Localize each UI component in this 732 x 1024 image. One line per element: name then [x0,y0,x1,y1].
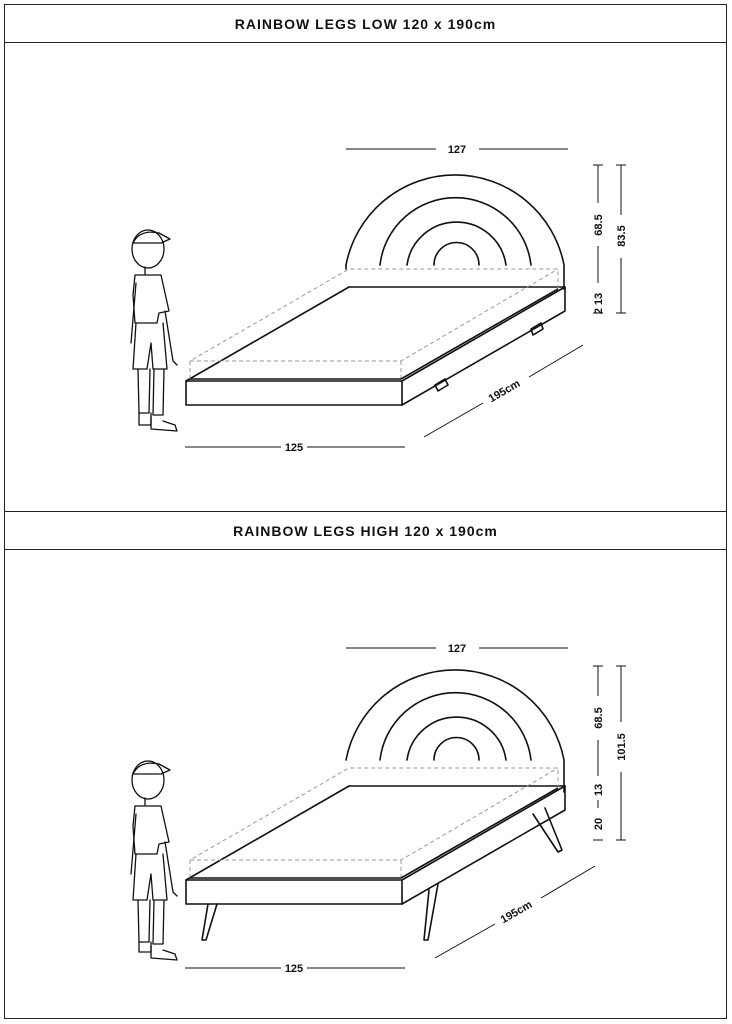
panel-low [4,4,727,512]
dim-length: 195cm [498,898,535,927]
dim-total-height: 83.5 [616,225,628,247]
rainbow-arc-2 [380,198,531,265]
bed-diagram-low [5,43,726,511]
dim-length: 195cm [486,377,523,406]
rainbow-arc-4 [434,738,479,761]
rainbow-arc-3 [407,717,506,760]
bed-frame-front [186,880,402,904]
mattress-outline [190,768,558,878]
dim-width-bottom: 125 [284,442,304,454]
dim-width-top: 127 [447,643,467,655]
child-figure [131,761,177,960]
panel-title: RAINBOW LEGS LOW 120 x 190cm [5,5,726,43]
dim-leg-height: 2 [593,307,605,315]
mattress-outline [190,269,558,379]
dim-frame-height: 13 [593,292,605,306]
dim-width-top: 127 [447,144,467,156]
rainbow-arc-outer [346,175,564,289]
rainbow-arc-4 [434,243,479,266]
dim-headboard-height: 68.5 [593,214,605,236]
leg-front-left [202,904,217,940]
panel-title: RAINBOW LEGS HIGH 120 x 190cm [5,512,726,550]
dim-leg-height: 20 [593,817,605,831]
bed-frame-front [186,381,402,405]
dim-frame-height: 13 [593,783,605,797]
bed-diagram-high [5,550,726,1018]
dim-headboard-height: 68.5 [593,707,605,729]
dim-width-bottom: 125 [284,963,304,975]
leg-front-right [424,884,438,940]
rainbow-arc-3 [407,222,506,265]
rainbow-arc-outer [346,670,564,792]
panel-high [4,511,727,1019]
dim-total-height: 101.5 [616,733,628,761]
child-figure [131,230,177,431]
rainbow-arc-2 [380,693,531,760]
